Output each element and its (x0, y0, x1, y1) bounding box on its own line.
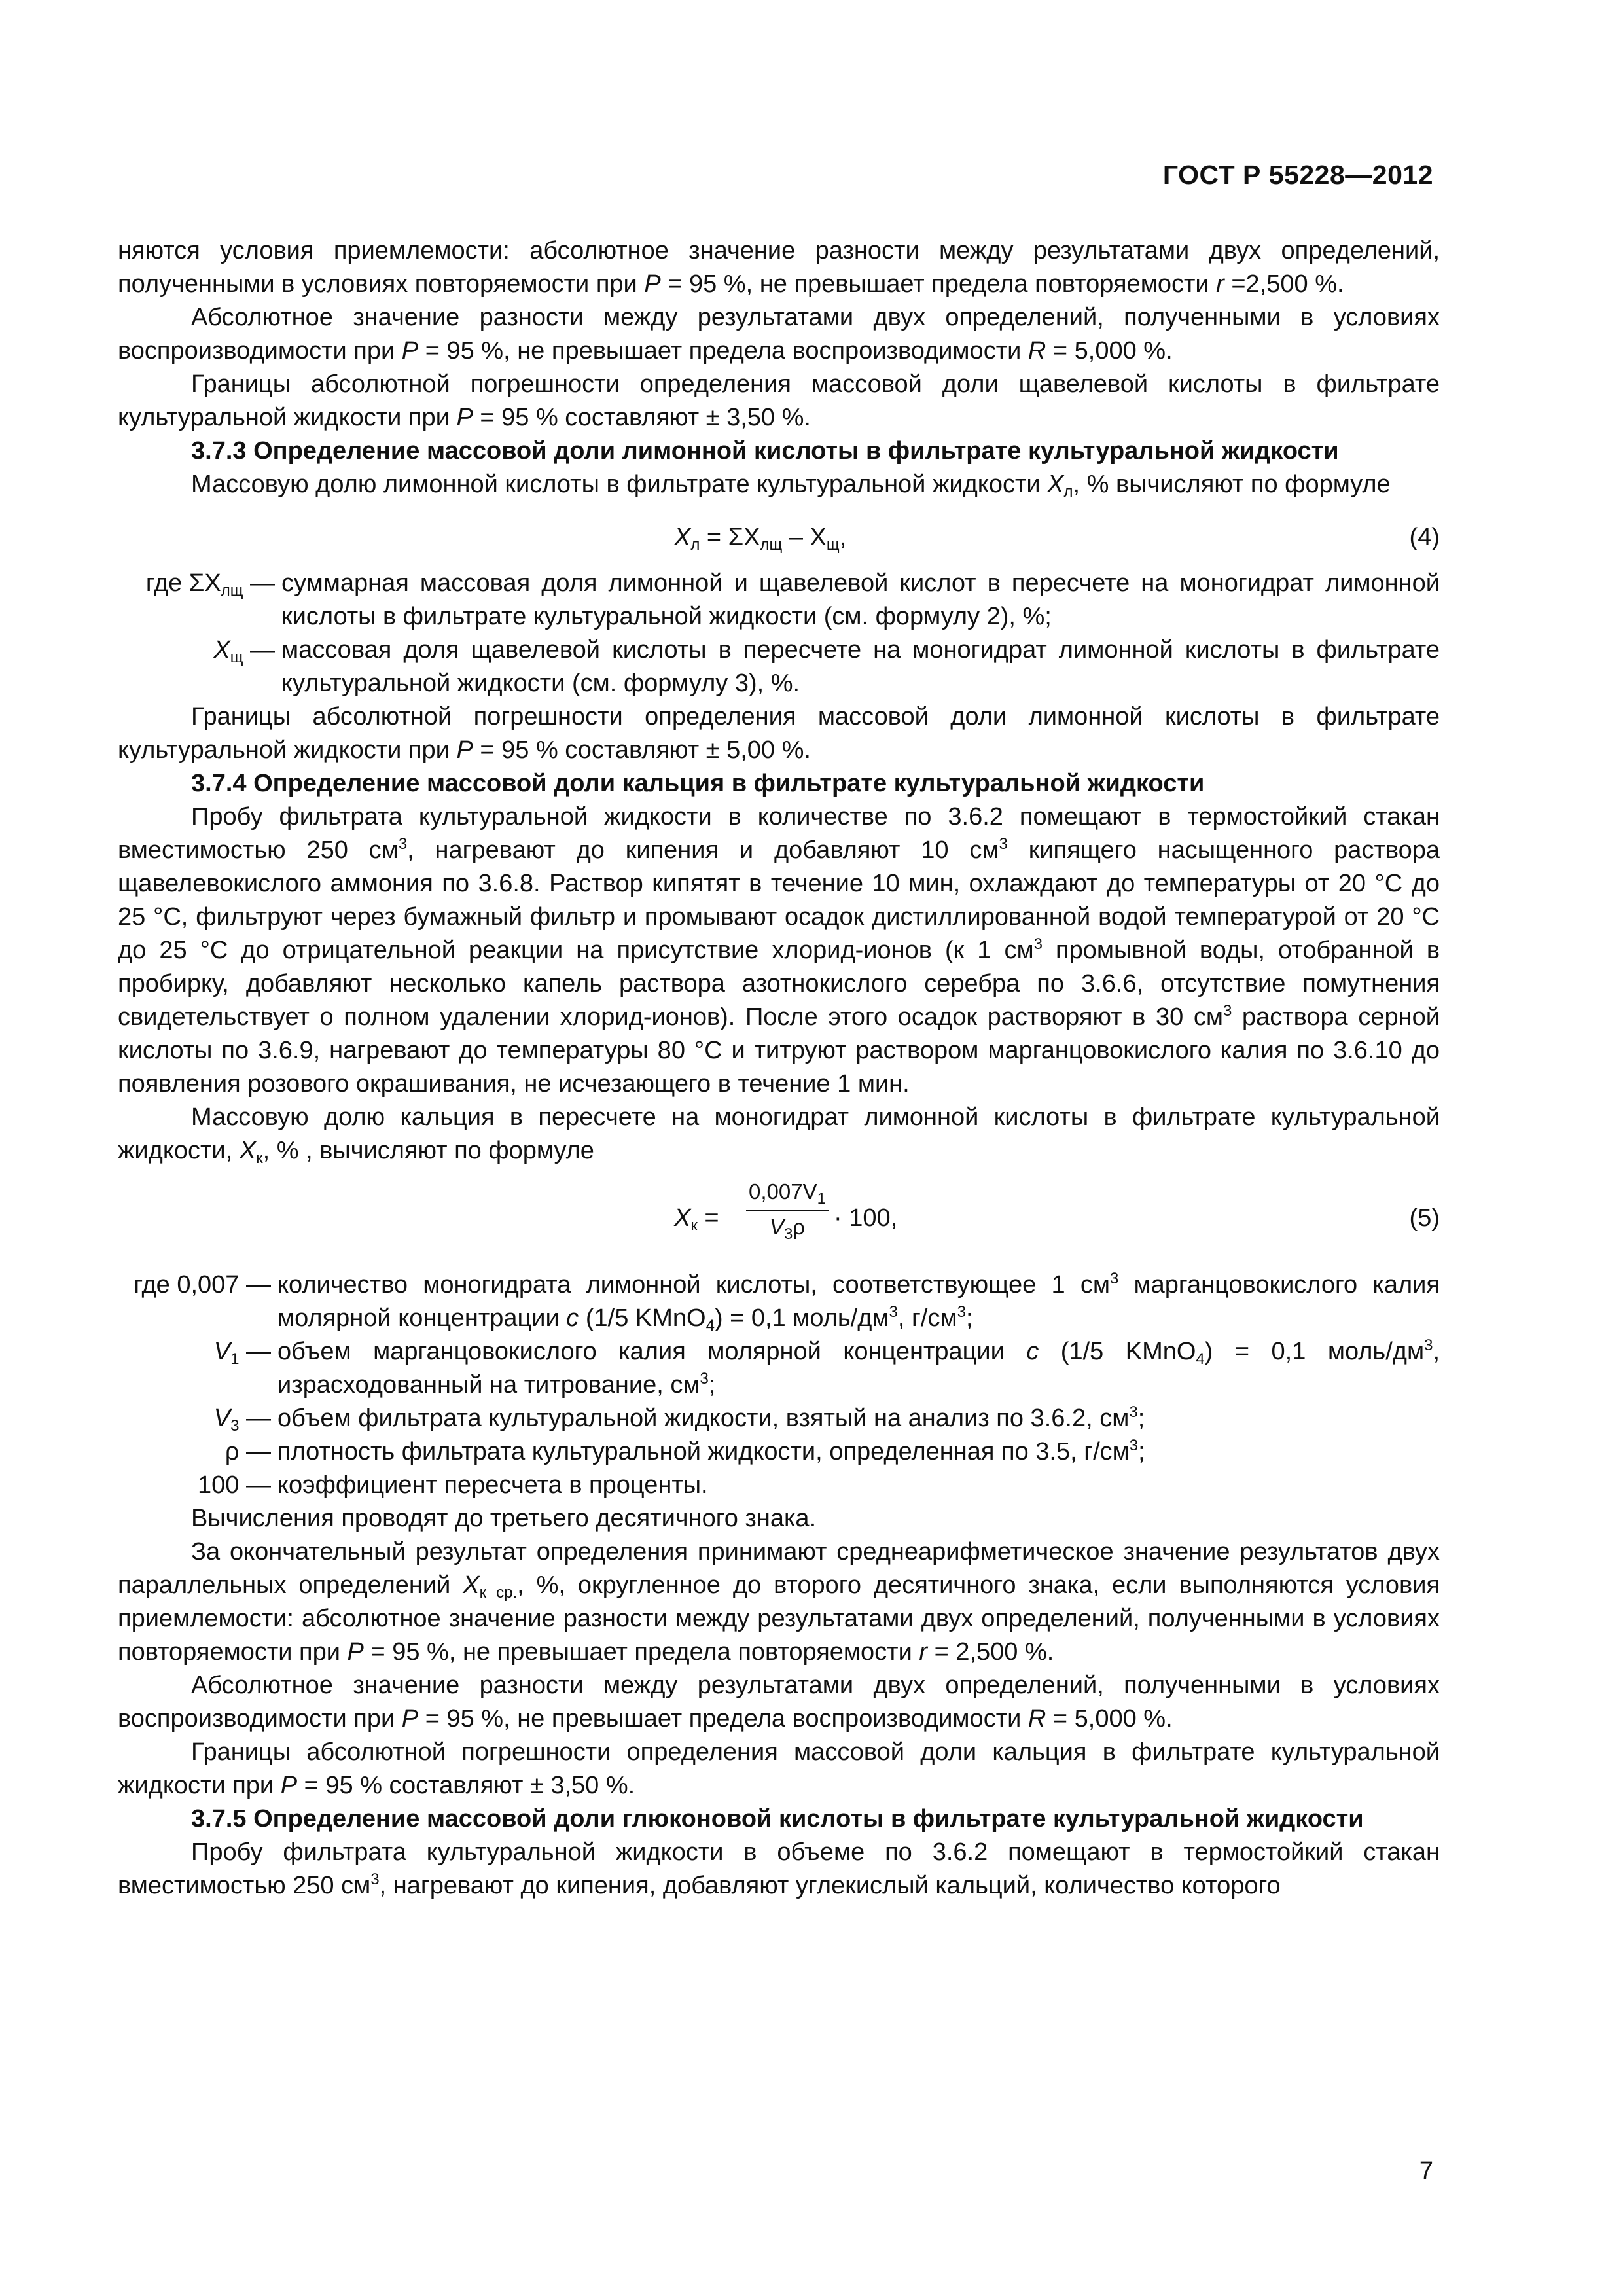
formula-5: $X_к$ = $0,007V_1$ $V_3\rho$ · 100, (5) (118, 1177, 1440, 1268)
paragraph: За окончательный результат определения принимают среднеарифметическое значение результатов двух параллельных определений $X_{к ср.}$, %, округленное до второго десятичного знака, если выполняются условия приемлемости: абсолютное значение разности между результатами двух определений, полученными в условиях повторяемости при P = 95 %, не превышает предела повторяемости r = 2,500 %. (118, 1538, 1440, 1666)
definition-item: 100 — коэффициент пересчета в проценты. (198, 1471, 708, 1499)
paragraph: Массовую долю лимонной кислоты в фильтрате культуральной жидкости $X_л$, % вычисляют по формуле (191, 471, 1391, 501)
definition-item: ρ — плотность фильтрата культуральной жидкости, определенная по 3.5, $г/см^3$; (224, 1437, 1145, 1465)
formula-4: $X_л = \Sigma X_{лщ} - X_щ$, (4) (118, 514, 1440, 567)
paragraph: Вычисления проводят до третьего десятичного знака. (191, 1505, 817, 1532)
definition-item: $V_3$ — объем фильтрата культуральной жидкости, взятый на анализ по 3.6.2, $см^3$; (213, 1403, 1145, 1435)
section-heading-3-7-4: 3.7.4 Определение массовой доли кальция в фильтрате культуральной жидкости (191, 770, 1205, 797)
formula-number: (4) (1409, 524, 1440, 551)
section-heading-3-7-3: 3.7.3 Определение массовой доли лимонной кислоты в фильтрате культуральной жидкости (191, 437, 1339, 465)
section-heading-3-7-5: 3.7.5 Определение массовой доли глюконовой кислоты в фильтрате культуральной жидкости (191, 1805, 1364, 1833)
page-number: 7 (1419, 2157, 1433, 2185)
paragraph: Пробу фильтрата культуральной жидкости в количестве по 3.6.2 помещают в термостойкий стакан вместимостью 250 $см^3$, нагревают до кипения и добавляют 10 $см^3$ кипящего насыщенного раствора щавелевокислого аммония по 3.6.8. Раствор кипятят в течение 10 мин, охлаждают до температуры от 20 °С до 25 °С, фильтруют через бумажный фильтр и промывают осадок дистиллированной водой температурой от 20 °С до 25 °С до отрицательной реакции на присутствие хлорид-ионов (к 1 $см^3$ промывной воды, отобранной в пробирку, добавляют несколько капель раствора азотнокислого серебра по 3.6.6, отсутствие помутнения свидетельствует о полном удалении хлорид-ионов). После этого осадок растворяют в 30 $см^3$ раствора серной кислоты по 3.6.9, нагревают до температуры 80 °С и титруют раствором марганцовокислого калия по 3.6.10 до появления розового окрашивания, не исчезающего в течение 1 мин. (118, 803, 1440, 1098)
paragraph: Массовую долю кальция в пересчете на моногидрат лимонной кислоты в фильтрате культуральной жидкости, $X_к$, % , вычисляют по формуле (118, 1103, 1440, 1167)
document-header: ГОСТ Р 55228—2012 (1162, 160, 1433, 190)
fraction: $0,007V_1$ $V_3\rho$ (746, 1177, 829, 1242)
paragraph: Абсолютное значение разности между результатами двух определений, полученными в условиях воспроизводимости при P = 95 %, не превышает предела воспроизводимости R = 5,000 %. (118, 1672, 1440, 1732)
page-body (118, 234, 1440, 1903)
definition-item: $V_1$ — объем марганцовокислого калия молярной концентрации c (1/5 KMnO$_4$) = 0,1 моль/$дм^3$, израсходованный на титрование, $см^3$; (213, 1336, 1440, 1399)
definition-item: $X_щ$ — массовая доля щавелевой кислоты в пересчете на моногидрат лимонной кислоты в фильтрате культуральной жидкости (см. формулу 3), %. (213, 636, 1440, 697)
definition-item: где $\Sigma X_{лщ}$ — суммарная массовая доля лимонной и щавелевой кислот в пересчете на моногидрат лимонной кислоты в фильтрате культуральной жидкости (см. формулу 2), %; (145, 569, 1440, 630)
paragraph: Абсолютное значение разности между результатами двух определений, полученными в условиях воспроизводимости при P = 95 %, не превышает предела воспроизводимости R = 5,000 %. (118, 304, 1440, 365)
paragraph: Пробу фильтрата культуральной жидкости в объеме по 3.6.2 помещают в термостойкий стакан вместимостью 250 $см^3$, нагревают до кипения, добавляют углекислый кальций, количество которого (118, 1839, 1440, 1899)
paragraph: Границы абсолютной погрешности определения массовой доли щавелевой кислоты в фильтрате культуральной жидкости при P = 95 % составляют ± 3,50 %. (118, 370, 1440, 431)
paragraph: Границы абсолютной погрешности определения массовой доли лимонной кислоты в фильтрате культуральной жидкости при P = 95 % составляют ± 5,00 %. (118, 703, 1440, 764)
paragraph: няются условия приемлемости: абсолютное значение разности между результатами двух определений, полученными в условиях повторяемости при P = 95 %, не превышает предела повторяемости r =2,500 %. (118, 237, 1440, 298)
definition-item: где 0,007 — количество моногидрата лимонной кислоты, соответствующее 1 $см^3$ марганцовокислого калия молярной концентрации c (1/5 KMnO$_4$) = 0,1 моль/$дм^3$, $г/см^3$; (134, 1270, 1440, 1335)
paragraph: Границы абсолютной погрешности определения массовой доли кальция в фильтрате культуральной жидкости при P = 95 % составляют ± 3,50 %. (118, 1738, 1440, 1799)
formula-number: (5) (1409, 1204, 1440, 1232)
